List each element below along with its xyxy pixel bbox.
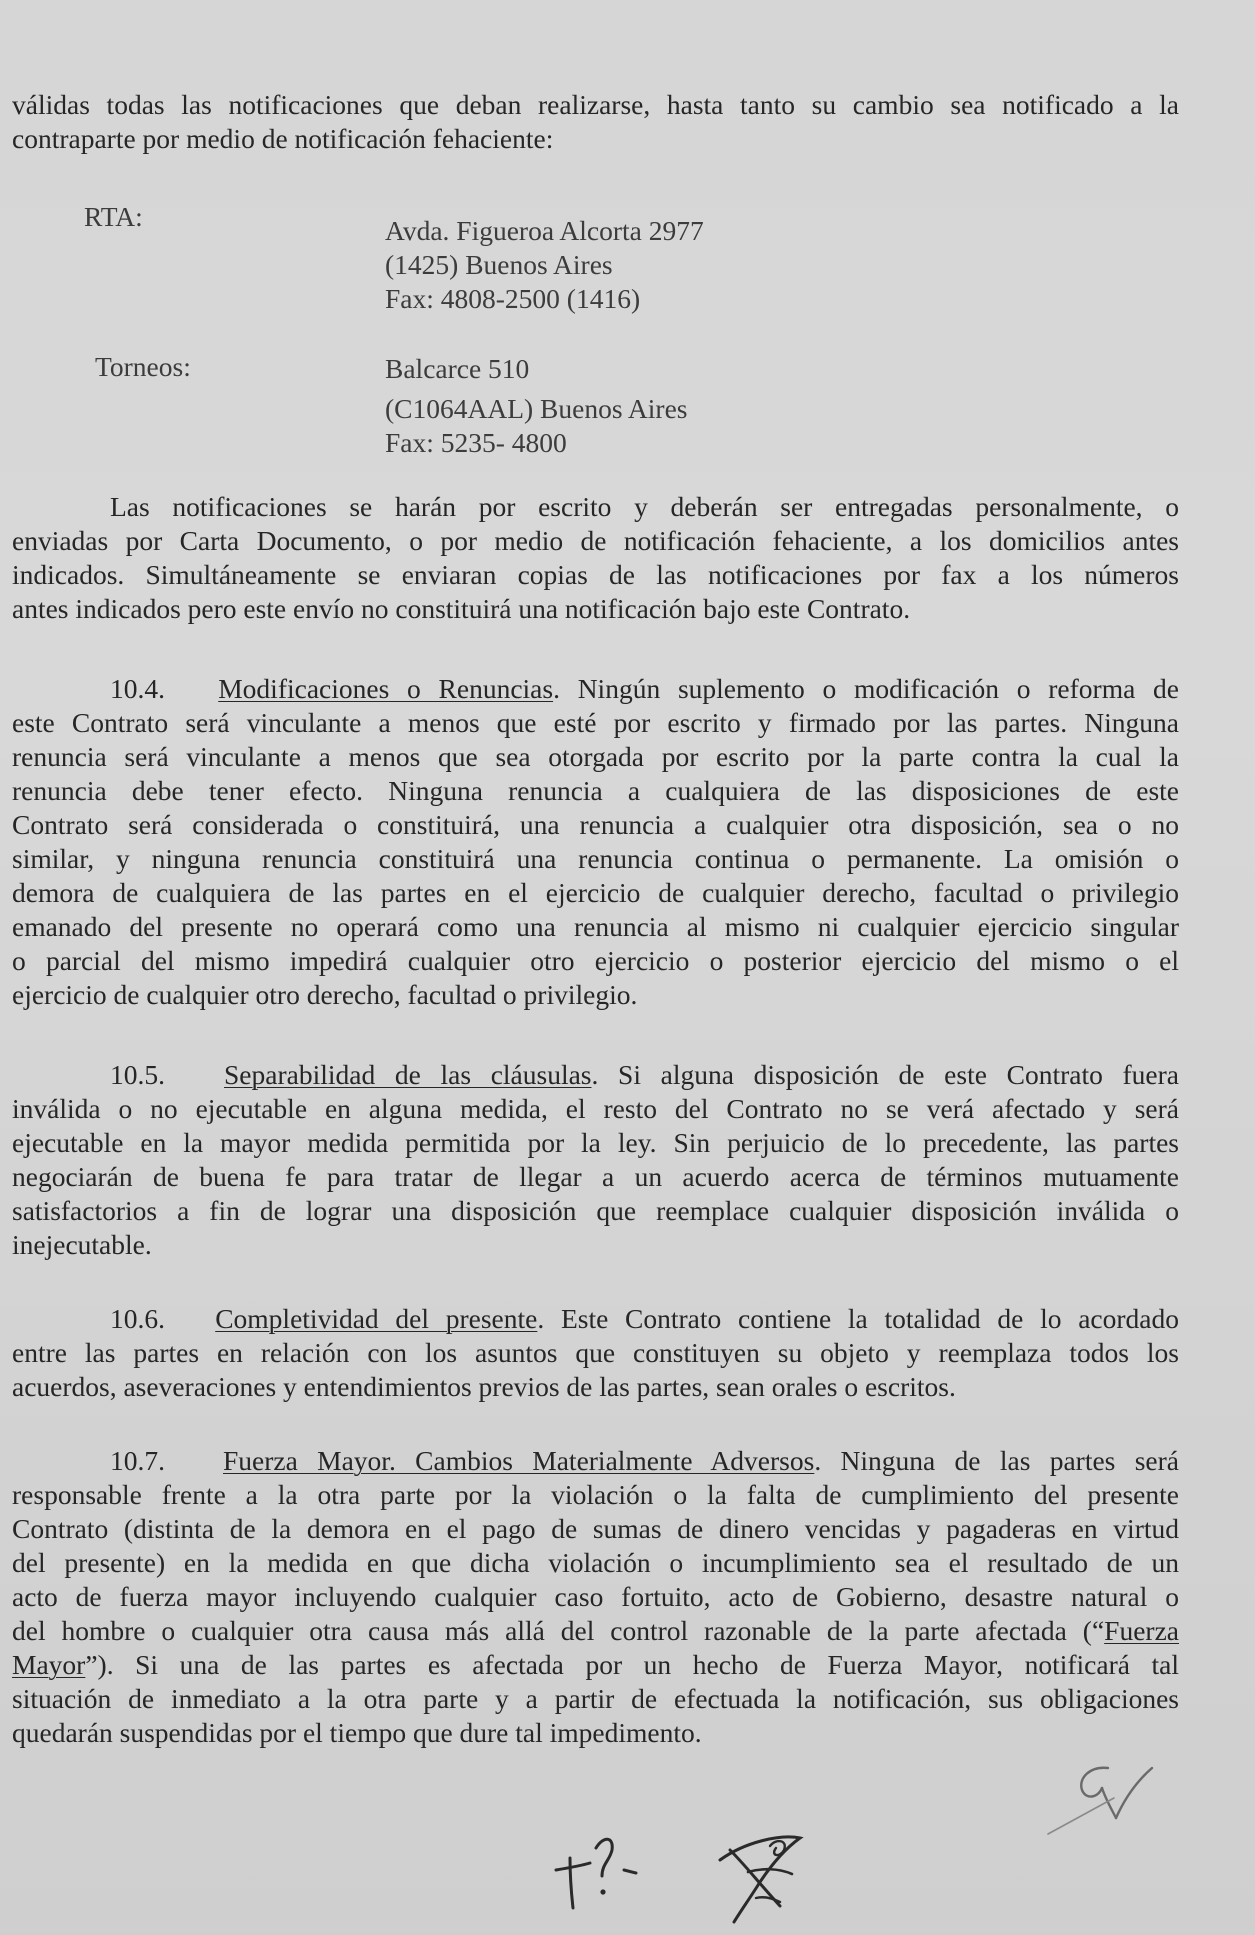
text-line: situación de inmediato a la otra parte y a partir de efectuada la notificación, sus obligaciones	[12, 1683, 1179, 1714]
faint-handwritten-initials	[1040, 1748, 1180, 1848]
address-label-torneos: Torneos:	[95, 351, 191, 382]
address-line: Avda. Figueroa Alcorta 2977	[385, 215, 704, 246]
clause-number: 10.7.	[110, 1445, 165, 1476]
text-line	[12, 1648, 1179, 1682]
text-line: válidas todas las notificaciones que deban realizarse, hasta tanto su cambio sea notificado a la	[12, 89, 1179, 120]
text-fragment: del hombre o cualquier otra causa más allá del control razonable de la parte afectada (“	[12, 1615, 1105, 1646]
text-line: o parcial del mismo impedirá cualquier otro ejercicio o posterior ejercicio del mismo o el	[12, 945, 1179, 976]
handwritten-initials-signature	[548, 1818, 658, 1918]
address-line: Balcarce 510	[385, 353, 530, 384]
text-line: antes indicados pero este envío no constituirá una notificación bajo este Contrato.	[12, 593, 911, 624]
text-line: ejecutable en la mayor medida permitida por la ley. Sin perjuicio de lo precedente, las partes	[12, 1127, 1179, 1158]
address-line: Fax: 5235- 4800	[385, 427, 567, 458]
defined-term: Mayor	[12, 1649, 86, 1680]
text-line: inválida o no ejecutable en alguna medida, el resto del Contrato no se verá afectado y será	[12, 1093, 1179, 1124]
clause-title: Fuerza Mayor. Cambios Materialmente Adversos	[223, 1445, 815, 1476]
clause-text: . Si alguna disposición de este Contrato fuera	[591, 1059, 1179, 1090]
text-line: responsable frente a la otra parte por la violación o la falta de cumplimiento del presente	[12, 1479, 1179, 1510]
text-line: este Contrato será vinculante a menos que esté por escrito y firmado por las partes. Ninguna	[12, 707, 1179, 738]
text-line: Contrato (distinta de la demora en el pago de sumas de dinero vencidas y pagaderas en virtud	[12, 1513, 1179, 1544]
clause-title: Completividad del presente	[215, 1303, 538, 1334]
text-line: negociarán de buena fe para tratar de llegar a un acuerdo acerca de términos mutuamente	[12, 1161, 1179, 1192]
clause-title: Separabilidad de las cláusulas	[224, 1059, 592, 1090]
text-line: acto de fuerza mayor incluyendo cualquier caso fortuito, acto de Gobierno, desastre natural o	[12, 1581, 1179, 1612]
text-line: similar, y ninguna renuncia constituirá una renuncia continua o permanente. La omisión o	[12, 843, 1179, 874]
clause-text: . Ninguna de las partes será	[814, 1445, 1179, 1476]
address-line: Fax: 4808-2500 (1416)	[385, 283, 641, 314]
clause-text: . Este Contrato contiene la totalidad de lo acordado	[537, 1303, 1179, 1334]
text-line: acuerdos, aseveraciones y entendimientos previos de las partes, sean orales o escritos.	[12, 1371, 956, 1402]
clause-heading-line	[110, 672, 1179, 706]
clause-text: . Ningún suplemento o modificación o reforma de	[553, 673, 1179, 704]
address-line: (1425) Buenos Aires	[385, 249, 613, 280]
text-line: contraparte por medio de notificación fehaciente:	[12, 123, 554, 154]
text-line: entre las partes en relación con los asuntos que constituyen su objeto y reemplaza todos los	[12, 1337, 1179, 1368]
text-line	[12, 1614, 1179, 1648]
defined-term: Fuerza	[1104, 1615, 1179, 1646]
clause-number: 10.6.	[110, 1303, 165, 1334]
handwritten-signature	[700, 1812, 820, 1932]
text-line: emanado del presente no operará como una renuncia al mismo ni cualquier ejercicio singular	[12, 911, 1179, 942]
clause-heading-line	[110, 1444, 1179, 1478]
text-fragment: ”). Si una de las partes es afectada por un hecho de Fuerza Mayor, notificará tal	[85, 1649, 1179, 1680]
clause-number: 10.4.	[110, 673, 165, 704]
text-line: enviadas por Carta Documento, o por medio de notificación fehaciente, a los domicilios antes	[12, 525, 1179, 556]
clause-heading-line	[110, 1058, 1179, 1092]
clause-heading-line	[110, 1302, 1179, 1336]
text-line: ejercicio de cualquier otro derecho, facultad o privilegio.	[12, 979, 638, 1010]
address-line: (C1064AAL) Buenos Aires	[385, 393, 688, 424]
text-line: del presente) en la medida en que dicha violación o incumplimiento sea el resultado de un	[12, 1547, 1179, 1578]
text-line: renuncia debe tener efecto. Ninguna renuncia a cualquiera de las disposiciones de este	[12, 775, 1179, 806]
text-line: Las notificaciones se harán por escrito y deberán ser entregadas personalmente, o	[110, 491, 1179, 522]
text-line: renuncia será vinculante a menos que sea otorgada por escrito por la parte contra la cual la	[12, 741, 1179, 772]
text-line: inejecutable.	[12, 1229, 152, 1260]
text-line: Contrato será considerada o constituirá, una renuncia a cualquier otra disposición, sea o no	[12, 809, 1179, 840]
text-line: quedarán suspendidas por el tiempo que dure tal impedimento.	[12, 1717, 702, 1748]
text-line: demora de cualquiera de las partes en el ejercicio de cualquier derecho, facultad o privilegio	[12, 877, 1179, 908]
clause-number: 10.5.	[110, 1059, 165, 1090]
text-line: indicados. Simultáneamente se enviaran copias de las notificaciones por fax a los números	[12, 559, 1179, 590]
clause-title: Modificaciones o Renuncias	[218, 673, 554, 704]
address-label-rta: RTA:	[84, 201, 143, 232]
text-line: satisfactorios a fin de lograr una disposición que reemplace cualquier disposición inválida o	[12, 1195, 1179, 1226]
